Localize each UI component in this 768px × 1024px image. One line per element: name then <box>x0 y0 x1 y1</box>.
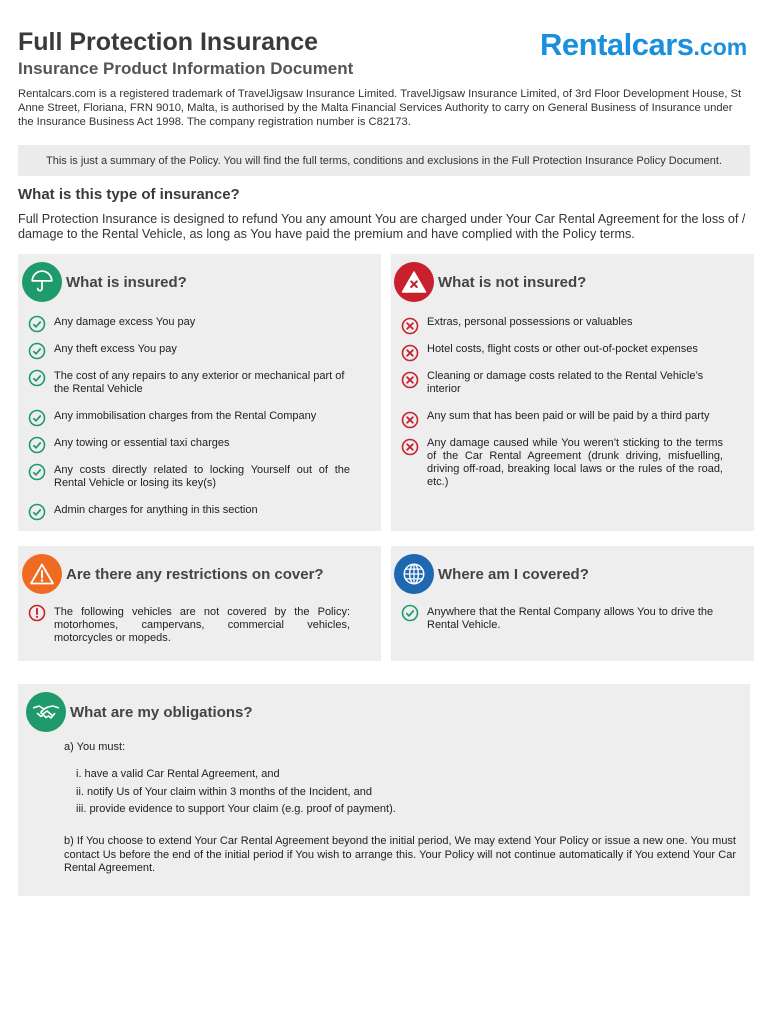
document-title: Full Protection Insurance <box>18 28 319 56</box>
where-covered-header <box>394 554 589 594</box>
list-item: Anywhere that the Rental Company allows You to drive the Rental Vehicle. <box>391 606 723 632</box>
insured-title: What is insured? <box>66 273 187 291</box>
insured-header <box>22 262 187 302</box>
check-icon <box>28 409 46 427</box>
obligation-item: ii. notify Us of Your claim within 3 months of the Incident, and <box>76 786 372 798</box>
check-icon <box>28 369 46 387</box>
obligations-intro: a) You must: <box>64 741 126 753</box>
list-item: Any costs directly related to locking Yourself out of the Rental Vehicle or losing its key(s) <box>18 464 350 490</box>
cross-icon <box>401 371 419 389</box>
cross-icon <box>401 411 419 429</box>
check-icon <box>28 315 46 333</box>
exclamation-icon <box>28 604 46 622</box>
umbrella-icon <box>22 262 62 302</box>
summary-text: This is just a summary of the Policy. You will find the full terms, conditions and exclusions in the Full Protection Insurance Policy Document. <box>46 154 722 167</box>
list-item: Hotel costs, flight costs or other out-of-pocket expenses <box>391 343 723 356</box>
obligations-panel <box>18 684 750 896</box>
not-insured-panel <box>391 254 754 531</box>
list-item: Any sum that has been paid or will be paid by a third party <box>391 410 723 423</box>
where-covered-panel <box>391 546 754 661</box>
logo-suffix-text: .com <box>693 34 748 60</box>
check-icon <box>28 342 46 360</box>
insured-panel <box>18 254 381 531</box>
check-icon <box>28 463 46 481</box>
insurance-type-text: Full Protection Insurance is designed to refund You any amount You are charged under Your Car Rental Agreement for the loss of / damage to the Rental Vehicle, as long as You have paid the premium and have complied with the Policy terms. <box>18 212 746 241</box>
list-item: Any immobilisation charges from the Rental Company <box>18 410 350 423</box>
restrictions-header <box>22 554 324 594</box>
summary-box <box>18 145 750 176</box>
document-subtitle: Insurance Product Information Document <box>18 59 354 78</box>
list-item: Cleaning or damage costs related to the Rental Vehicle’s interior <box>391 370 723 396</box>
where-covered-title: Where am I covered? <box>438 565 589 583</box>
warning-cross-icon <box>394 262 434 302</box>
cross-icon <box>401 317 419 335</box>
not-insured-list <box>391 316 723 489</box>
cross-icon <box>401 344 419 362</box>
not-insured-header <box>394 262 586 302</box>
restrictions-panel <box>18 546 381 661</box>
list-item: The cost of any repairs to any exterior or mechanical part of the Rental Vehicle <box>18 370 350 396</box>
list-item: Extras, personal possessions or valuables <box>391 316 723 329</box>
warning-triangle-icon <box>22 554 62 594</box>
obligations-extension-text: b) If You choose to extend Your Car Rental Agreement beyond the initial period, We may extend Your Policy or issue a new one. You must contact Us before the end of the initial period if You wish to arrange this. Your Policy will not continue automatically if You extend Your Car Rental Agreement. <box>64 835 736 874</box>
handshake-icon <box>26 692 66 732</box>
not-insured-title: What is not insured? <box>438 273 587 291</box>
check-icon <box>28 436 46 454</box>
obligation-item: i. have a valid Car Rental Agreement, and <box>76 768 280 780</box>
restrictions-list <box>18 606 350 645</box>
list-item: The following vehicles are not covered by the Policy: motorhomes, campervans, commercial vehicles, motorcycles or mopeds. <box>18 606 350 645</box>
list-item: Any towing or essential taxi charges <box>18 437 350 450</box>
where-covered-list <box>391 606 723 632</box>
obligations-title: What are my obligations? <box>70 703 253 721</box>
insurance-type-heading: What is this type of insurance? <box>18 186 240 203</box>
globe-icon <box>394 554 434 594</box>
restrictions-title: Are there any restrictions on cover? <box>66 565 324 583</box>
logo-main-text: Rentalcars <box>540 27 694 62</box>
check-icon <box>401 604 419 622</box>
list-item: Admin charges for anything in this section <box>18 504 350 517</box>
obligation-item: iii. provide evidence to support Your claim (e.g. proof of payment). <box>76 803 396 815</box>
list-item: Any damage excess You pay <box>18 316 350 329</box>
obligations-header <box>26 692 253 732</box>
list-item: Any theft excess You pay <box>18 343 350 356</box>
intro-paragraph: Rentalcars.com is a registered trademark of TravelJigsaw Insurance Limited. TravelJigsaw Insurance Limited, of 3rd Floor Development House, St Anne Street, Floriana, FRN 9010, Malta, is authorised by the Malta Financial Services Authority to carry on General Business of Insurance under the Insurance Business Act 1998. The company registration number is C82173. <box>18 88 742 128</box>
list-item: Any damage caused while You weren’t sticking to the terms of the Car Rental Agreement (drunk driving, misfuelling, driving off-road, breaking local laws or the rules of the road, etc.) <box>391 437 723 489</box>
cross-icon <box>401 438 419 456</box>
check-icon <box>28 503 46 521</box>
rentalcars-logo[interactable] <box>540 27 747 63</box>
insured-list <box>18 316 350 517</box>
